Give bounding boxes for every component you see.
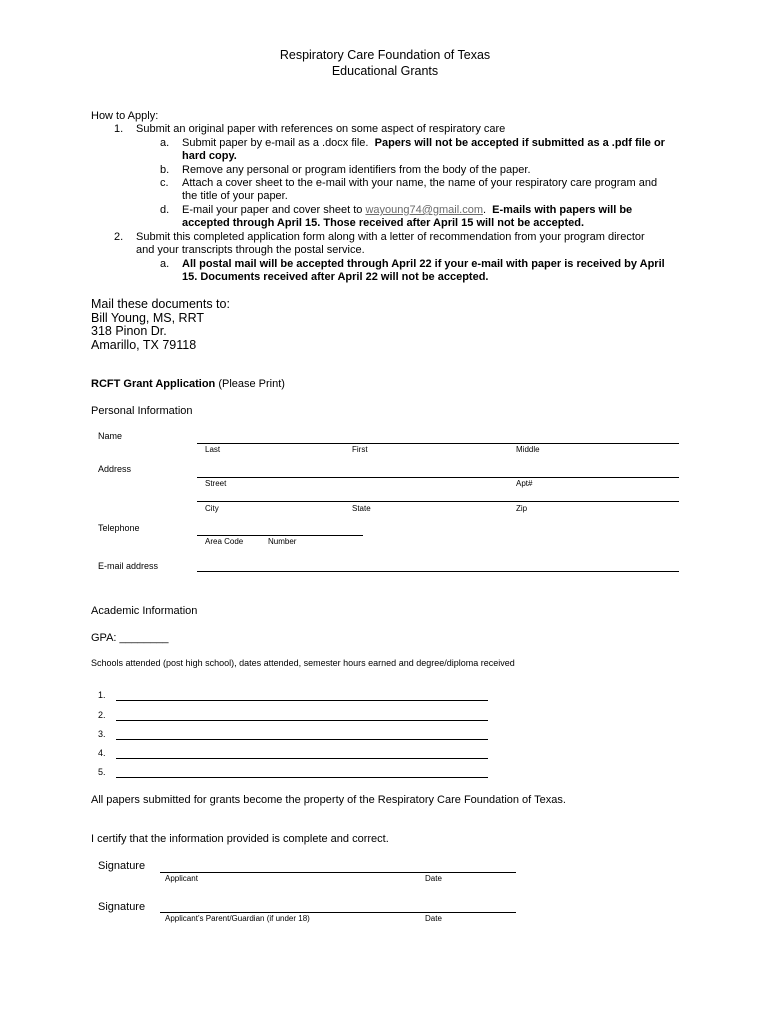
school-5-number: 5. [98, 767, 106, 777]
step-2a-letter: a. [160, 258, 170, 270]
signature-2-line[interactable] [160, 912, 516, 913]
step-2a-text-cont: 15. Documents received after April 22 will not be accepted. [182, 271, 489, 283]
email-label: E-mail address [98, 561, 159, 571]
number-caption: Number [268, 537, 297, 546]
step-1b-letter: b. [160, 164, 170, 176]
name-label: Name [98, 431, 123, 441]
school-3-number: 3. [98, 729, 106, 739]
step-1c-text: Attach a cover sheet to the e-mail with your name, the name of your respiratory care program and [182, 177, 658, 189]
email-line[interactable] [197, 571, 679, 572]
step-1b-text: Remove any personal or program identifiers from the body of the paper. [182, 164, 531, 176]
step-1-number: 1. [114, 123, 124, 135]
middle-name-caption: Middle [516, 445, 540, 454]
gpa-field[interactable]: GPA: ________ [91, 632, 169, 644]
school-2-number: 2. [98, 710, 106, 720]
step-1d-text-cont: accepted through April 15. Those received after April 15 will not be accepted. [182, 217, 585, 229]
state-caption: State [352, 504, 371, 513]
school-1-number: 1. [98, 690, 106, 700]
mail-name: Bill Young, MS, RRT [91, 311, 205, 325]
step-1c-letter: c. [160, 177, 169, 189]
step-1a-text-cont: hard copy. [182, 150, 237, 162]
signature-2-label: Signature [98, 901, 146, 913]
document-title: Respiratory Care Foundation of Texas [279, 48, 491, 62]
telephone-label: Telephone [98, 523, 140, 533]
personal-info-heading: Personal Information [91, 405, 193, 417]
school-5-line[interactable] [116, 777, 488, 778]
step-2-number: 2. [114, 231, 124, 243]
telephone-line[interactable] [197, 535, 363, 536]
step-2-text-cont: and your transcripts through the postal service. [136, 244, 365, 256]
mail-city: Amarillo, TX 79118 [91, 338, 197, 352]
step-1a-letter: a. [160, 137, 170, 149]
address-label: Address [98, 464, 132, 474]
mail-heading: Mail these documents to: [91, 297, 230, 311]
school-3-line[interactable] [116, 739, 488, 740]
city-caption: City [205, 504, 219, 513]
school-2-line[interactable] [116, 720, 488, 721]
step-1-text: Submit an original paper with references on some aspect of respiratory care [136, 123, 506, 135]
street-line[interactable] [197, 477, 679, 478]
email-link[interactable]: wayoung74@gmail.com [365, 204, 483, 216]
school-1-line[interactable] [116, 700, 488, 701]
step-1c-text-cont: the title of your paper. [182, 190, 288, 202]
document-subtitle: Educational Grants [331, 64, 439, 78]
zip-caption: Zip [516, 504, 528, 513]
city-line[interactable] [197, 501, 679, 502]
last-name-caption: Last [205, 445, 221, 454]
certify-statement: I certify that the information provided is complete and correct. [91, 833, 389, 845]
mail-street: 318 Pinon Dr. [91, 324, 167, 338]
step-1d-text: E-mail your paper and cover sheet to wayoung74@gmail.com. E-mails with papers will be [182, 204, 633, 216]
step-2a-text: All postal mail will be accepted through April 22 if your e-mail with paper is received by April [182, 258, 665, 270]
application-title: RCFT Grant Application (Please Print) [91, 378, 285, 390]
first-name-caption: First [352, 445, 368, 454]
how-to-apply-heading: How to Apply: [91, 110, 159, 122]
step-1a-text: Submit paper by e-mail as a .docx file. Papers will not be accepted if submitted as a .pdf file or [182, 137, 665, 149]
apt-caption: Apt# [516, 479, 533, 488]
signature-2-who: Applicant’s Parent/Guardian (if under 18) [165, 914, 310, 923]
schools-note: Schools attended (post high school), dates attended, semester hours earned and degree/diploma received [91, 658, 515, 668]
school-4-number: 4. [98, 748, 106, 758]
signature-1-who: Applicant [165, 874, 198, 883]
property-note: All papers submitted for grants become the property of the Respiratory Care Foundation of Texas. [91, 794, 566, 806]
name-line[interactable] [197, 443, 679, 444]
step-2-text: Submit this completed application form along with a letter of recommendation from your program director [136, 231, 645, 243]
academic-heading: Academic Information [91, 605, 198, 617]
signature-1-line[interactable] [160, 872, 516, 873]
signature-2-date-caption: Date [425, 914, 442, 923]
step-1d-letter: d. [160, 204, 170, 216]
street-caption: Street [205, 479, 227, 488]
school-4-line[interactable] [116, 758, 488, 759]
signature-1-date-caption: Date [425, 874, 442, 883]
area-code-caption: Area Code [205, 537, 244, 546]
signature-1-label: Signature [98, 860, 146, 872]
